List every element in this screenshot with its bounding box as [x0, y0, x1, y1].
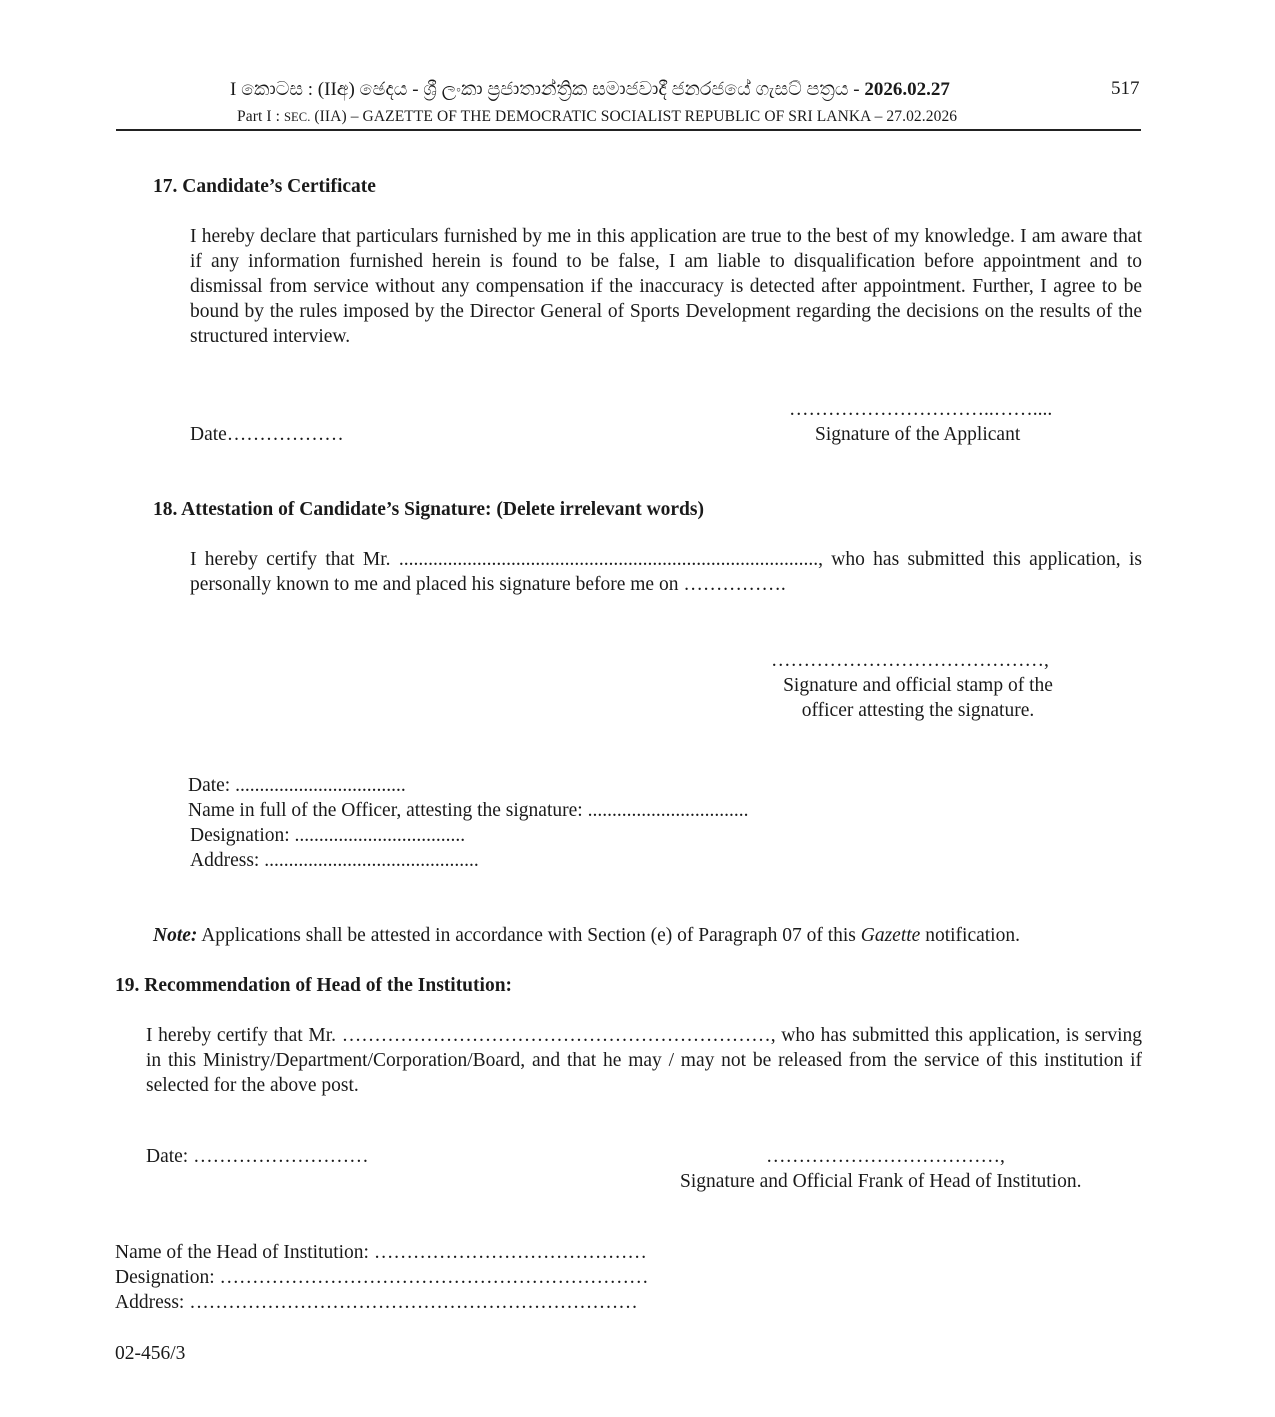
section-18-body: I hereby certify that Mr. ......................................................................................, who has submitted this application, is personally known to me and placed his signature before me on …………….: [190, 549, 1142, 595]
attesting-label-line1: Signature and official stamp of the: [783, 675, 1053, 696]
header-part-label: Part I: [237, 108, 272, 125]
officer-address-field[interactable]: Address: ............................................: [190, 850, 479, 871]
section-19-heading: 19. Recommendation of Head of the Institution:: [115, 975, 513, 996]
header-english-text: (IIA) – GAZETTE OF THE DEMOCRATIC SOCIALIST REPUBLIC OF SRI LANKA – 27.02.2026: [314, 108, 958, 125]
gazette-reference-number: 02-456/3: [115, 1343, 186, 1364]
header-sinhala-text: I කොටස : (IIඅ) ඡෙදය - ශ්‍රී ලංකා ප්‍රජාතාන්ත්‍රික සමාජවාදී ජනරජයේ ගැසට් පත්‍රය -: [230, 79, 865, 100]
section-18-date-field[interactable]: Date: ...................................: [188, 775, 406, 796]
applicant-signature-label: Signature of the Applicant: [815, 424, 1021, 445]
head-signature-line: ………………………………,: [766, 1146, 1005, 1167]
officer-designation-field[interactable]: Designation: ...................................: [190, 825, 466, 846]
attesting-officer-signature-line: ……………………………………,: [771, 650, 1049, 671]
attesting-officer-signature-label: [760, 673, 1076, 723]
applicant-signature-line: …………………………..……....: [789, 399, 1053, 420]
gazette-header-english: Part I : SEC. (IIA) – GAZETTE OF THE DEMOCRATIC SOCIALIST REPUBLIC OF SRI LANKA – 27.02.2026: [237, 108, 958, 125]
header-sinhala-date: 2026.02.27: [864, 79, 950, 100]
section-17-date-field[interactable]: Date………………: [190, 424, 344, 445]
note-italic-word: Gazette: [860, 925, 921, 946]
attesting-label-line2: officer attesting the signature.: [801, 700, 1035, 721]
header-rule: [116, 129, 1141, 131]
note-text-after: notification.: [920, 925, 1020, 946]
note-text-before: Applications shall be attested in accordance with Section (e) of Paragraph 07 of this: [197, 925, 861, 946]
head-signature-label: Signature and Official Frank of Head of Institution.: [680, 1171, 1082, 1192]
head-name-field[interactable]: Name of the Head of Institution: ……………………………………: [115, 1242, 647, 1263]
gazette-header-sinhala: [230, 77, 950, 102]
section-17-heading: 17. Candidate’s Certificate: [153, 176, 376, 197]
note-label: Note:: [153, 925, 198, 946]
head-address-field[interactable]: Address: ……………………………………………………………: [115, 1292, 638, 1313]
section-17-body: I hereby declare that particulars furnished by me in this application are true to the best of my knowledge. I am aware that if any information furnished herein is found to be false, I am liable to disqualification before appointment and to dismissal from service without any compensation if the inaccuracy is detected after appointment. Further, I agree to be bound by the rules imposed by the Director General of Sports Development regarding the decisions on the results of the structured interview.: [190, 226, 1142, 347]
attestation-note: [153, 923, 1020, 948]
head-designation-field[interactable]: Designation: …………………………………………………………: [115, 1267, 649, 1288]
section-18-heading: 18. Attestation of Candidate’s Signature: (Delete irrelevant words): [153, 499, 704, 520]
page-number: 517: [1111, 78, 1140, 99]
officer-name-field[interactable]: Name in full of the Officer, attesting the signature: .................................: [188, 800, 749, 821]
header-sec-label: SEC.: [283, 110, 311, 124]
section-19-date-field[interactable]: Date: ………………………: [146, 1146, 369, 1167]
section-19-body: I hereby certify that Mr. …………………………………………………………, who has submitted this application, is serving in this Ministry/Department/Corporation/Board, and that he may / may not be released from the service of this institution if selected for the above post.: [146, 1025, 1142, 1096]
